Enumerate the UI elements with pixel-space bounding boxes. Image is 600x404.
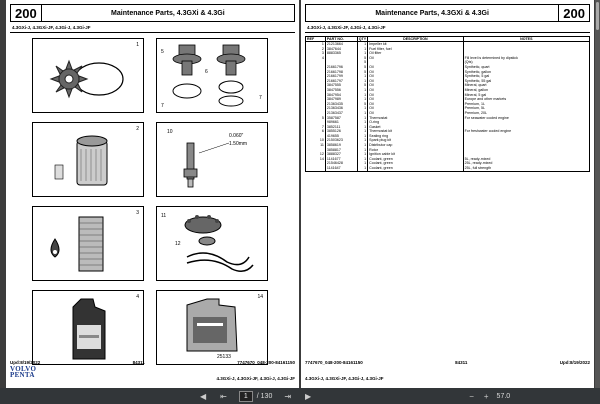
cell-notes: Mineral, gallon	[463, 88, 589, 93]
cell-description: Oil	[368, 106, 463, 111]
cell-ref: 2	[306, 47, 326, 52]
cell-ref: 4	[306, 56, 326, 61]
cell-part-no: 3858817	[325, 148, 357, 153]
cell-description: Coolant, green	[368, 166, 463, 171]
cell-part-no: 21213664	[325, 42, 357, 47]
callout-fuel-filter: 2	[136, 126, 139, 132]
left-footer-models: 4.3GXi-J, 4.3GXi-JF, 4.3Gi-J, 4.3Gi-JF	[216, 376, 295, 381]
right-footer-models: 4.3GXi-J, 4.3GXi-JF, 4.3Gi-J, 4.3Gi-JF	[305, 376, 384, 381]
oil-bottle-icon	[33, 291, 143, 364]
fuel-filter-icon	[33, 123, 143, 196]
cell-ref: 12	[306, 152, 326, 157]
cell-ref: 10	[306, 138, 326, 143]
cell-part-no: 419655	[325, 134, 357, 139]
cell-description: Coolant, green	[368, 157, 463, 162]
cell-qty: 5	[357, 70, 367, 75]
thermostat-illustration	[156, 38, 268, 113]
cell-ref: 1	[306, 42, 326, 47]
cell-description: Fuel filter, fuel	[368, 47, 463, 52]
cell-notes: Mineral, quart	[463, 83, 589, 88]
cell-description: Impeller kit	[368, 42, 463, 47]
cell-notes: 5L, ready-mixed	[463, 157, 589, 162]
cell-description: Gasket	[368, 125, 463, 130]
cell-qty: 1	[357, 42, 367, 47]
cell-part-no: 3847954	[325, 93, 357, 98]
viewer-toolbar	[0, 388, 600, 404]
callout-spark-plug: 10	[167, 129, 173, 135]
cell-part-no: 21661797	[325, 79, 357, 84]
cell-notes: Synthetic, gallon	[463, 70, 589, 75]
cell-part-no: 21363436	[325, 106, 357, 111]
parts-table	[305, 36, 590, 172]
cell-notes: For seawater cooled engine	[463, 116, 589, 121]
page-number-input[interactable]: 1	[239, 391, 253, 402]
spark-gap-inch: 0.060"	[229, 133, 244, 139]
cell-description: Thermostat	[368, 116, 463, 121]
cell-qty: 1	[357, 152, 367, 157]
callout-thermostat-a: 5	[161, 49, 164, 55]
cell-qty: 1	[357, 93, 367, 98]
right-page-title: Maintenance Parts, 4.3GXi & 4.3Gi	[375, 9, 489, 17]
cell-ref: 5	[306, 116, 326, 121]
cell-description: Oil	[368, 93, 463, 98]
zoom-in-icon[interactable]: +	[483, 391, 489, 401]
cell-qty: 1	[357, 161, 367, 166]
left-footer-top	[10, 360, 295, 365]
cell-ref	[306, 166, 326, 171]
coolant-illustration	[156, 290, 268, 365]
cell-qty: 1	[357, 143, 367, 148]
zoom-level[interactable]: 57.0	[496, 392, 511, 400]
cell-description: Oil	[368, 102, 463, 107]
oil-bottle-illustration	[32, 290, 144, 365]
spark-plug-illustration	[156, 122, 268, 197]
previous-page-icon[interactable]: ◀	[200, 391, 207, 401]
last-page-icon[interactable]: ⇥	[284, 391, 292, 401]
cell-description: O-ring	[368, 120, 463, 125]
cell-ref: 3	[306, 51, 326, 56]
left-page-title: Maintenance Parts, 4.3GXi & 4.3Gi	[111, 9, 225, 17]
cell-qty: 1	[357, 166, 367, 171]
thermostat-icon	[157, 39, 267, 112]
callout-gasket-b: 7	[259, 95, 262, 101]
cell-part-no: 3587587	[325, 116, 357, 121]
cell-qty: 5	[357, 60, 367, 65]
cell-part-no: 21546428	[325, 161, 357, 166]
cell-part-no: 3855126	[325, 129, 357, 134]
cell-qty: 1	[357, 51, 367, 56]
impeller-illustration	[32, 38, 144, 113]
right-page-number: 200	[558, 5, 589, 21]
callout-ignition-cable: 12	[175, 241, 181, 247]
cell-description: Coolant, green	[368, 161, 463, 166]
cell-part-no: 3852111	[325, 125, 357, 130]
cell-notes: Europe and other markets	[463, 97, 589, 102]
left-page-number: 200	[11, 5, 42, 21]
cell-notes: Mineral, 5 gal	[463, 93, 589, 98]
cell-part-no: 3847555	[325, 83, 357, 88]
cell-qty: 5	[357, 102, 367, 107]
cell-qty: 1	[357, 157, 367, 162]
cell-part-no: 3847556	[325, 88, 357, 93]
oil-filter-illustration	[32, 206, 144, 281]
callout-coolant: 14	[257, 294, 263, 300]
cell-qty: 1	[357, 97, 367, 102]
cell-description: Oil	[368, 88, 463, 93]
cell-description: Thermostat kit	[368, 129, 463, 134]
cell-description: Ignition cable kit	[368, 152, 463, 157]
cell-part-no: 21661796	[325, 65, 357, 70]
cell-notes: Synthetic, 5 gal	[463, 74, 589, 79]
right-footer-page: 84311	[455, 360, 468, 365]
cell-notes: Synthetic, quart	[463, 65, 589, 70]
cell-notes: 25L, full strength	[463, 166, 589, 171]
cell-qty: 1	[357, 106, 367, 111]
cell-description: Rotor	[368, 148, 463, 153]
cell-part-no: 8883365	[325, 51, 357, 56]
cell-qty: 1	[357, 116, 367, 121]
cell-description: Spark plug kit	[368, 138, 463, 143]
cell-part-no: 989661	[325, 120, 357, 125]
cell-part-no: 21661799	[325, 74, 357, 79]
cell-qty: 5	[357, 83, 367, 88]
cell-description: Oil	[368, 97, 463, 102]
callout-distributor: 11	[161, 213, 167, 219]
cell-part-no: 21363437	[325, 111, 357, 116]
volvo-penta-logo-left: VOLVO PENTA	[10, 365, 37, 379]
cell-qty: 5	[357, 56, 367, 61]
spark-plug-icon	[157, 123, 267, 196]
left-footer-updated: Upd:8/19/2022	[10, 360, 41, 365]
col-notes: NOTES	[463, 37, 589, 42]
image-reference: 25133	[217, 354, 231, 360]
right-footer-updated: Upd:8/19/2022	[559, 360, 590, 365]
left-page-header	[10, 4, 295, 22]
cell-description: Oil	[368, 83, 463, 88]
distributor-icon	[157, 207, 267, 280]
cell-notes: (Qts)	[463, 60, 589, 65]
cell-part-no: 3847644	[325, 47, 357, 52]
page-total: / 130	[256, 392, 273, 400]
zoom-out-icon[interactable]: −	[469, 391, 474, 401]
cell-description: Distributor cap	[368, 143, 463, 148]
coolant-jug-icon	[157, 291, 267, 364]
cell-notes: For freshwater cooled engine	[463, 129, 589, 134]
cell-notes: Synthetic, 55 gal	[463, 79, 589, 84]
cell-ref: 11	[306, 143, 326, 148]
scrollbar-thumb[interactable]	[596, 2, 599, 30]
cell-qty: 1	[357, 125, 367, 130]
cell-qty: 1	[357, 88, 367, 93]
right-page-header	[305, 4, 590, 22]
cell-qty: 1	[357, 134, 367, 139]
cell-part-no: 21661798	[325, 70, 357, 75]
cell-description: Oil	[368, 111, 463, 116]
next-page-icon[interactable]: ▶	[305, 391, 312, 401]
left-page-subheader: 4.3GXi-J, 4.3GXi-JF, 4.3Gi-J, 4.3Gi-JF	[10, 24, 295, 33]
cell-part-no: 3847989	[325, 97, 357, 102]
right-footer-top	[305, 360, 590, 365]
col-ref: REF	[306, 37, 326, 42]
cell-description: Sealing ring	[368, 134, 463, 139]
col-part-no: PART NO.	[325, 37, 357, 42]
cell-ref: 6	[306, 129, 326, 134]
callout-oil-filter: 3	[136, 210, 139, 216]
cell-qty: 1	[357, 111, 367, 116]
cell-part-no: 21363435	[325, 102, 357, 107]
callout-gasket-a: 7	[161, 103, 164, 109]
cell-notes: Premium, 1L	[463, 102, 589, 107]
cell-ref: 7	[306, 125, 326, 130]
cell-description: Oil	[368, 65, 463, 70]
right-page-subheader: 4.3GXi-J, 4.3GXi-JF, 4.3Gi-J, 4.3Gi-JF	[305, 24, 590, 33]
cell-qty: 1	[357, 129, 367, 134]
cell-qty: 1	[357, 74, 367, 79]
cell-part-no: 21503623	[325, 138, 357, 143]
cell-qty: 1	[357, 120, 367, 125]
fuel-filter-illustration	[32, 122, 144, 197]
right-page	[301, 0, 594, 388]
cell-qty: 1	[357, 79, 367, 84]
callout-oil: 4	[136, 294, 139, 300]
cell-part-no: 3858619	[325, 143, 357, 148]
cell-notes: Fill level is determined by dipstick	[463, 56, 589, 61]
spark-gap-mm: 1.50mm	[229, 141, 248, 147]
col-description: DESCRIPTION	[368, 37, 463, 42]
cell-ref: 14	[306, 157, 326, 162]
cell-notes: Premium, 5L	[463, 106, 589, 111]
first-page-icon[interactable]: ⇤	[220, 391, 227, 401]
cell-description: Oil filter	[368, 51, 463, 56]
cell-part-no: 1141677	[325, 157, 357, 162]
callout-impeller: 1	[136, 42, 139, 48]
left-page	[6, 0, 299, 388]
cell-description: Oil	[368, 56, 463, 61]
right-footer-doc: 7747670_048-200-84161150	[305, 360, 363, 365]
cell-qty: 1	[357, 148, 367, 153]
cell-qty: 1	[357, 138, 367, 143]
cell-notes: 25L, ready-mixed	[463, 161, 589, 166]
oil-filter-icon	[33, 207, 143, 280]
left-footer-page: 84311	[132, 360, 145, 365]
cell-notes: Premium, 20L	[463, 111, 589, 116]
callout-thermostat-b: 6	[205, 69, 208, 75]
cell-part-no: 1141647	[325, 166, 357, 171]
distributor-illustration	[156, 206, 268, 281]
cell-qty: 5	[357, 65, 367, 70]
vertical-scrollbar[interactable]	[595, 0, 600, 388]
cell-description: Oil	[368, 79, 463, 84]
impeller-icon	[33, 39, 143, 112]
cell-description: Oil	[368, 70, 463, 75]
table-row	[306, 166, 590, 171]
cell-part-no: 3888327	[325, 152, 357, 157]
left-footer-doc: 7747670_048-200-84161150	[237, 360, 295, 365]
col-qty: QTY	[358, 37, 367, 41]
cell-qty: 1	[357, 47, 367, 52]
cell-description: Oil	[368, 74, 463, 79]
